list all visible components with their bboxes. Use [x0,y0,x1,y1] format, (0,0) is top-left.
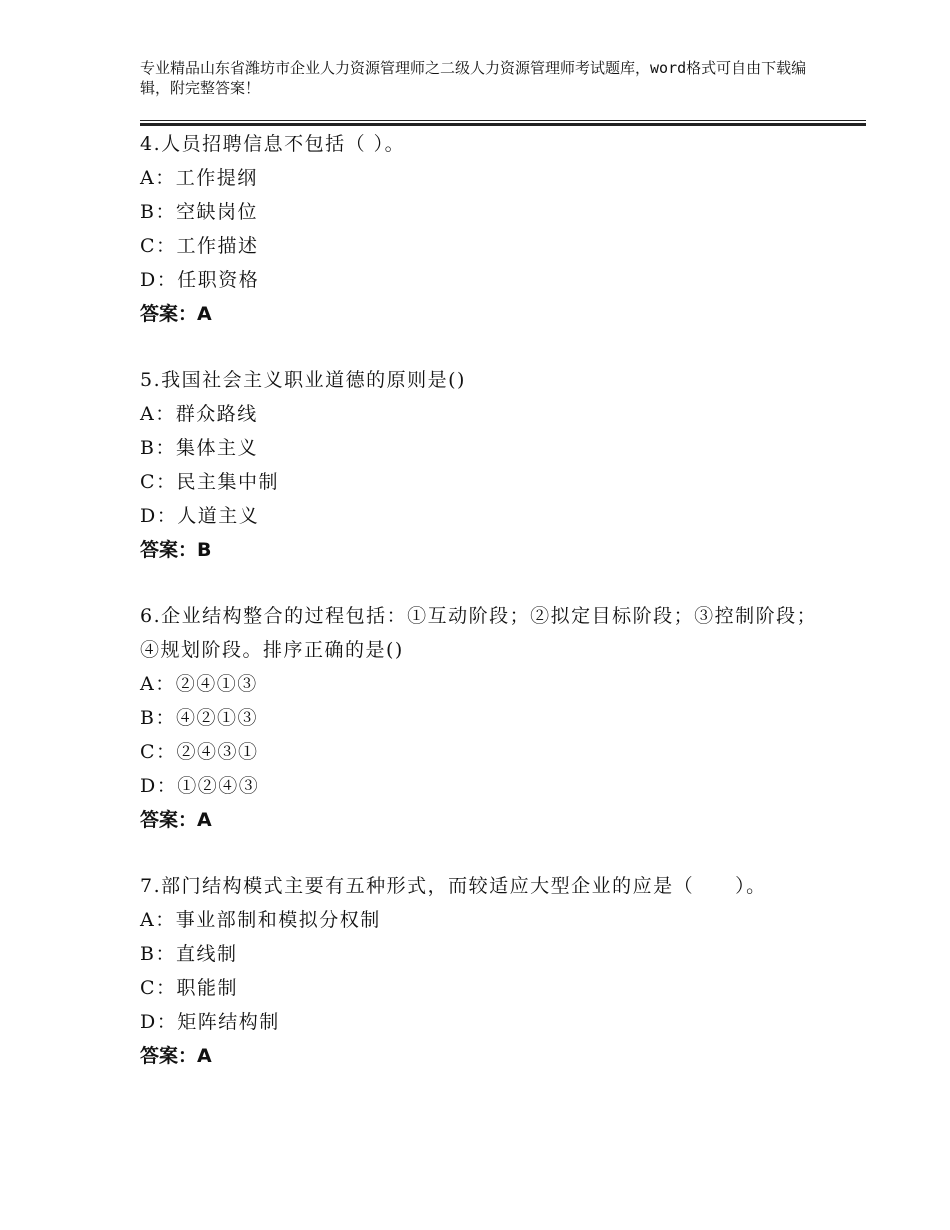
question-item [140,599,830,837]
header-divider-thick [140,123,866,126]
option-a: A：工作提纲 [140,167,258,189]
option-b: B：直线制 [140,943,238,965]
option-d: D：人道主义 [140,505,260,527]
option-a: A：群众路线 [140,403,258,425]
question-list [140,127,830,1105]
option-d: D：矩阵结构制 [140,1011,280,1033]
option-a: A：事业部制和模拟分权制 [140,909,381,931]
option-d: D：任职资格 [140,269,260,291]
answer-line: 答案：A [140,1045,212,1067]
option-d: D：①②④③ [140,775,260,797]
question-stem: 7.部门结构模式主要有五种形式，而较适应大型企业的应是（ ）。 [140,875,767,897]
question-item [140,869,830,1073]
answer-line: 答案：B [140,539,212,561]
option-c: C：工作描述 [140,235,259,257]
answer-line: 答案：A [140,809,212,831]
header-divider-thin [140,120,866,121]
question-stem: 5.我国社会主义职业道德的原则是() [140,369,466,391]
option-c: C：②④③① [140,741,259,763]
document-header: 专业精品山东省潍坊市企业人力资源管理师之二级人力资源管理师考试题库，word格式可自由下载编辑，附完整答案！ [140,59,807,97]
answer-line: 答案：A [140,303,212,325]
option-c: C：职能制 [140,977,239,999]
question-item [140,127,830,331]
option-a: A：②④①③ [140,673,258,695]
option-b: B：空缺岗位 [140,201,258,223]
option-c: C：民主集中制 [140,471,280,493]
question-stem: 4.人员招聘信息不包括（ ）。 [140,133,406,155]
question-stem: 6.企业结构整合的过程包括：①互动阶段；②拟定目标阶段；③控制阶段；④规划阶段。排序正确的是() [140,605,818,661]
option-b: B：集体主义 [140,437,258,459]
question-item [140,363,830,567]
option-b: B：④②①③ [140,707,258,729]
